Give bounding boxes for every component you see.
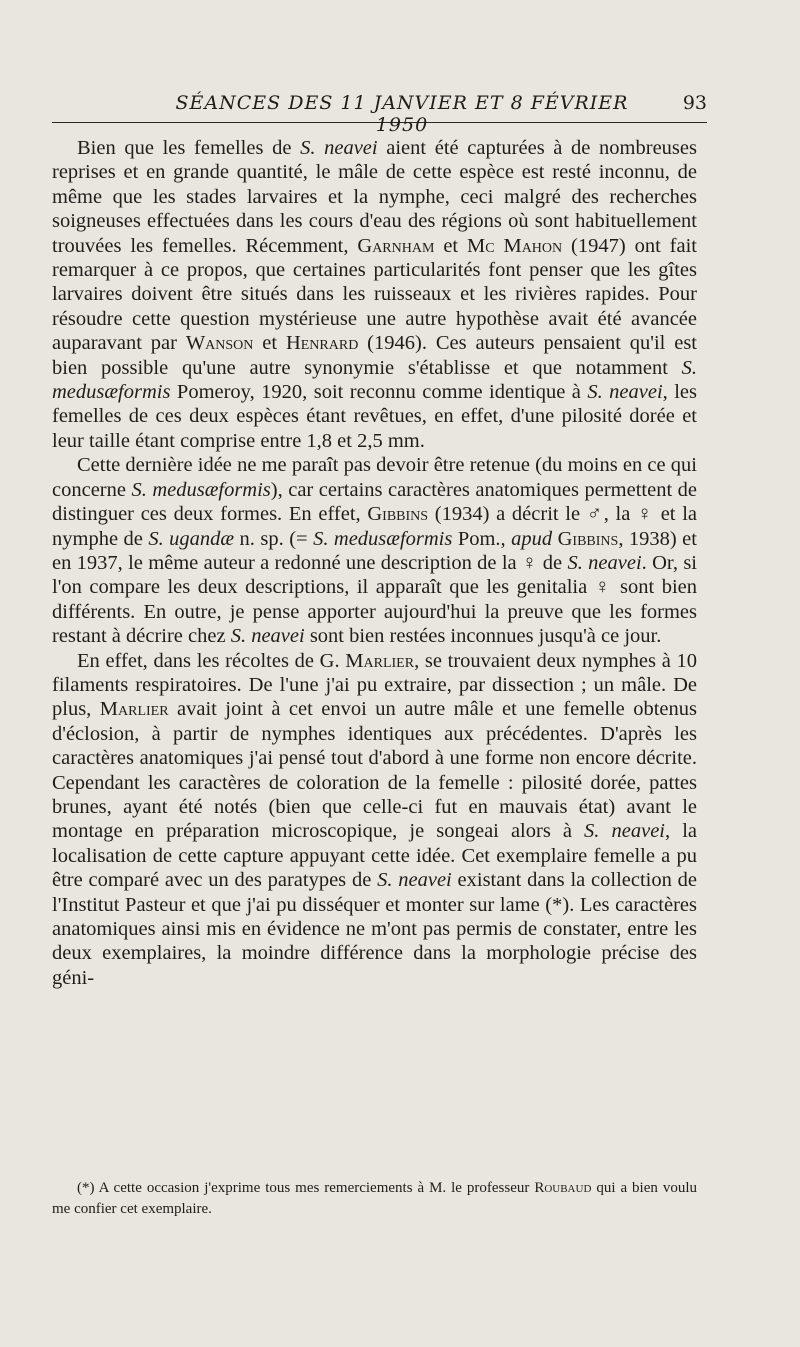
text-run: avait joint à cet envoi un autre mâle et une femelle obtenus d'éclosion, à partir de nymphes identiques aux précédentes. D'après les caractères anatomiques j'ai pensé tout d'abord à une forme non encore décrite. Cependant les caractères de coloration de la femelle : pilosité dorée, pattes brunes, ayant été notés (bien que celle-ci fut en mauvais état) avant le montage en préparation microscopique, je songeai alors à [52,698,697,843]
taxon-name: S. neavei [300,137,378,159]
text-run: , la localisation de cette capture appuyant cette idée. Cet exemplaire femelle a pu être comparé avec un des paratypes de [52,820,697,892]
text-run: Cette dernière idée ne me paraît pas devoir être retenue (du moins en ce qui concerne [52,454,697,501]
taxon-name: S. medusæformis [313,527,453,550]
text-run: (1947) ont fait remarquer à ce propos, que certaines particularités font penser que les gîtes larvaires doivent être situés dans les ruisseaux et les rivières rapides. Pour résoudre cette question mystérieuse une autre hypothèse avait été avancée auparavant par [52,234,697,355]
text-run: (1934) a décrit le ♂, la ♀ et la nymphe de [52,503,697,550]
text-run: Pom., [452,527,512,550]
taxon-name: S. neavei [377,869,452,892]
text-run: qui a bien voulu me confier cet exemplaire. [52,1180,697,1217]
author-name: Marlier [99,698,169,721]
taxon-name: S. neavei [567,551,642,574]
taxon-name: S. medusæformis [52,356,697,404]
text-run: existant dans la collection de l'Institut Pasteur et que j'ai pu disséquer et monter sur lame (*). Les caractères anatomiques ainsi mis en évidence ne m'ont pas permis de constater, entre les deux exemplaires, la moindre différence dans la morphologie précise des géni- [52,869,697,989]
text-run: sont bien restées inconnues jusqu'à ce jour. [304,625,662,648]
author-name: Gibbins [367,503,429,526]
taxon-name: S. neavei [230,625,305,648]
text-run: (*) A cette occasion j'exprime tous mes remerciements à M. le professeur [77,1180,535,1196]
text-run: , les femelles de ces deux espèces étant revêtues, en effet, d'une pilosité dorée et leur taille étant comprise entre 1,8 et 2,5 mm. [52,381,697,452]
author-name: Henrard [285,332,359,355]
paragraph [52,649,697,991]
text-run: Pomeroy, 1920, soit reconnu comme identique à [170,381,588,404]
latin-term: apud [511,527,553,550]
running-header [52,92,707,136]
paragraph [52,136,697,453]
text-run: Bien que les femelles de [77,137,301,159]
text-run: n. sp. (= [234,527,314,550]
author-name: Garnham [357,234,435,257]
taxon-name: S. neavei [587,381,663,404]
text-run: , 1938) et en 1937, le même auteur a redonné une description de la ♀ de [52,527,697,574]
taxon-name: S. ugandæ [148,527,235,550]
text-run: En effet, dans les récoltes de G. [77,649,346,672]
body-text [52,136,697,990]
author-name: Roubaud [534,1180,592,1196]
taxon-name: S. medusæformis [131,478,271,501]
text-run: aient été capturées à de nombreuses reprises et en grande quantité, le mâle de cette espèce est resté inconnu, de même que les stades larvaires et la nymphe, ceci malgré des recherches soigneuses effectuées dans les cours d'eau des régions où sont habituellement trouvées les femelles. Récemment, [52,137,697,257]
taxon-name: S. neavei [584,820,665,843]
footnote [52,1178,697,1220]
text-run: ), car certains caractères anatomiques permettent de distinguer ces deux formes. En effet, [52,478,697,526]
author-name: Gibbins [557,527,619,550]
paragraph [52,453,697,648]
text-run: et [253,332,286,355]
running-title: SÉANCES DES 11 JANVIER ET 8 FÉVRIER 1950 [175,92,629,136]
page-number: 93 [682,92,707,114]
author-name: Wanson [185,332,254,355]
text-run: et [434,234,468,257]
text-run: , se trouvaient deux nymphes à 10 filaments respiratoires. De l'une j'ai pu extraire, par dissection ; un mâle. De plus, [52,649,697,721]
author-name: Mc Mahon [467,234,563,257]
text-run: . Or, si l'on compare les deux descriptions, il apparaît que les genitalia ♀ sont bien différents. En outre, je pense apporter aujourd'hui la preuve que les formes restant à décrire chez [52,551,698,648]
text-run: (1946). Ces auteurs pensaient qu'il est bien possible qu'une autre synonymie s'établisse et que notamment [52,332,698,379]
author-name: Marlier [345,649,415,672]
